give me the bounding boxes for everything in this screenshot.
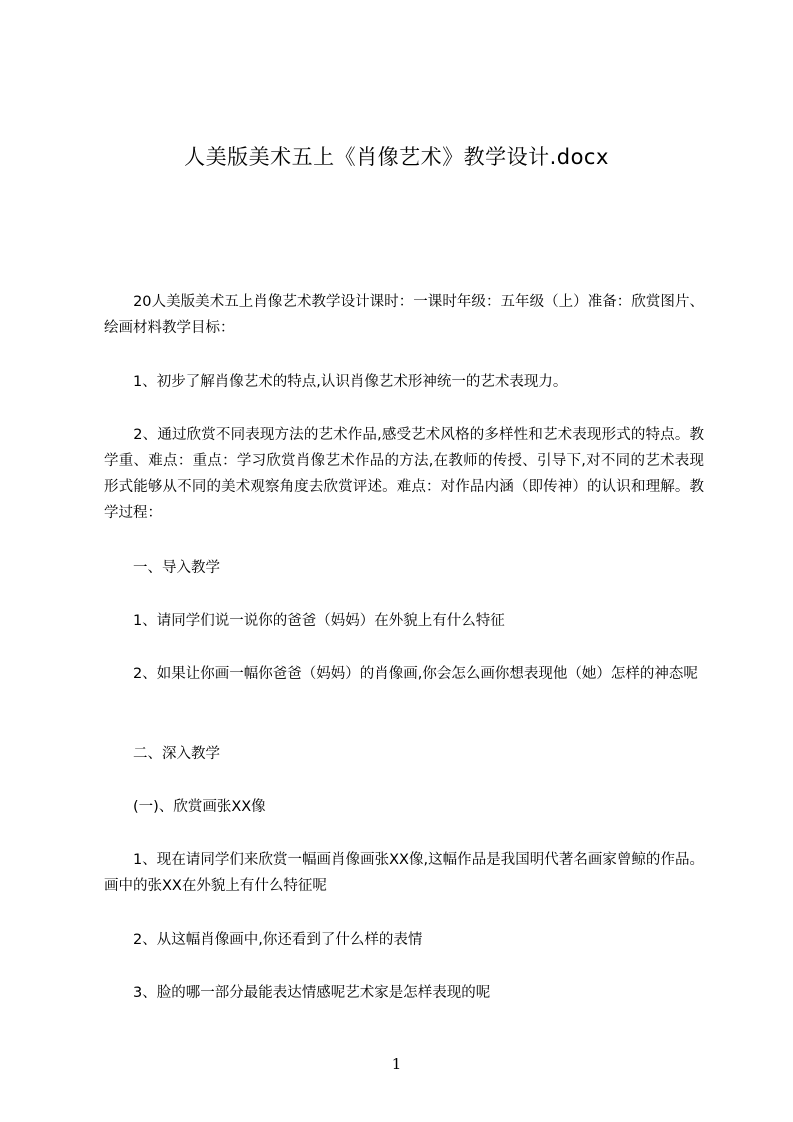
paragraph-appreciate-2: 2、从这幅肖像画中,你还看到了什么样的表情 xyxy=(104,932,423,948)
document-title: 人美版美术五上《肖像艺术》教学设计.docx xyxy=(184,145,609,169)
subheading-appreciate-portrait: (一)、欣赏画张XX像 xyxy=(104,799,266,815)
heading-deep-teaching: 二、深入教学 xyxy=(104,746,220,762)
paragraph-appreciate-3: 3、脸的哪一部分最能表达情感呢艺术家是怎样表现的呢 xyxy=(104,985,491,1001)
heading-intro-teaching: 一、导入教学 xyxy=(104,560,220,576)
paragraph-question-2: 2、如果让你画一幅你爸爸（妈妈）的肖像画,你会怎么画你想表现他（她）怎样的神态呢 xyxy=(104,666,698,682)
paragraph-intro: 20人美版美术五上肖像艺术教学设计课时：一课时年级：五年级（上）准备：欣赏图片、绘画材料教学目标： xyxy=(104,294,704,336)
paragraph-question-1: 1、请同学们说一说你的爸爸（妈妈）在外貌上有什么特征 xyxy=(104,613,505,629)
paragraph-appreciate-1: 1、现在请同学们来欣赏一幅画肖像画张XX像,这幅作品是我国明代著名画家曾鲸的作品。画中的张XX在外貌上有什么特征呢 xyxy=(104,852,704,894)
paragraph-goal-1: 1、初步了解肖像艺术的特点,认识肖像艺术形神统一的艺术表现力。 xyxy=(104,374,568,390)
paragraph-goal-2: 2、通过欣赏不同表现方法的艺术作品,感受艺术风格的多样性和艺术表现形式的特点。教学重、难点：重点：学习欣赏肖像艺术作品的方法,在教师的传授、引导下,对不同的艺术表现形式能够从不同的美术观察角度去欣赏评述。难点：对作品内涵（即传神）的认识和理解。教学过程： xyxy=(104,427,704,521)
page-number: 1 xyxy=(391,1055,402,1073)
